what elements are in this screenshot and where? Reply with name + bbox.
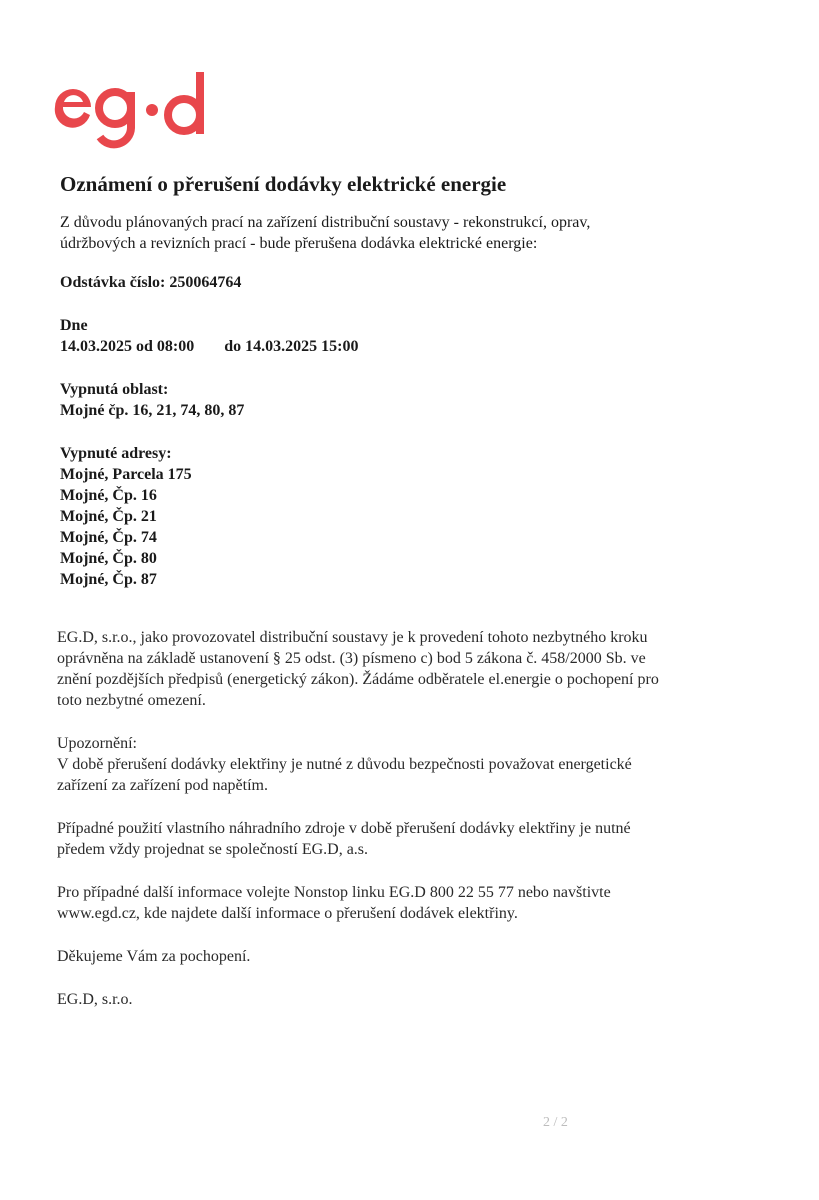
signature: EG.D, s.r.o. [57, 991, 133, 1008]
address-item: Mojné, Čp. 74 [60, 529, 157, 546]
backup-line: předem vždy projednat se společností EG.D, a.s. [57, 841, 369, 858]
info-line: Pro případné další informace volejte Nonstop linku EG.D 800 22 55 77 nebo navštivte [57, 884, 611, 901]
intro-line: údržbových a revizních prací - bude přerušena dodávka elektrické energie: [60, 235, 538, 252]
thanks-line: Děkujeme Vám za pochopení. [57, 948, 251, 965]
date-from: 14.03.2025 od 08:00 [60, 338, 195, 355]
intro-line: Z důvodu plánovaných prací na zařízení distribuční soustavy - rekonstrukcí, oprav, [60, 214, 591, 231]
address-item: Mojné, Čp. 21 [60, 508, 157, 525]
addresses-heading: Vypnuté adresy: [60, 445, 172, 462]
area-value: Mojné čp. 16, 21, 74, 80, 87 [60, 402, 245, 419]
address-item: Mojné, Čp. 80 [60, 550, 157, 567]
date-to: do 14.03.2025 15:00 [224, 338, 359, 355]
legal-line: toto nezbytné omezení. [57, 692, 206, 709]
legal-line: EG.D, s.r.o., jako provozovatel distribuční soustavy je k provedení tohoto nezbytného kroku [57, 629, 648, 646]
page-number: 2 / 2 [543, 1115, 568, 1130]
notice-document [60, 170, 760, 590]
address-item: Mojné, Parcela 175 [60, 466, 192, 483]
area-heading: Vypnutá oblast: [60, 381, 169, 398]
info-line: www.egd.cz, kde najdete další informace o přerušení dodávek elektřiny. [57, 905, 518, 922]
date-range [60, 336, 760, 357]
legal-line: znění pozdějších předpisů (energetický zákon). Žádáme odběratele el.energie o pochopení pro [57, 671, 659, 688]
notice-title: Oznámení o přerušení dodávky elektrické energie [60, 172, 507, 196]
warning-line: V době přerušení dodávky elektřiny je nutné z důvodu bezpečnosti považovat energetické [57, 756, 632, 773]
warning-heading: Upozornění: [57, 735, 137, 752]
address-item: Mojné, Čp. 16 [60, 487, 157, 504]
egd-logo [50, 62, 220, 152]
outage-number: Odstávka číslo: 250064764 [60, 274, 242, 291]
warning-line: zařízení za zařízení pod napětím. [57, 777, 268, 794]
address-item: Mojné, Čp. 87 [60, 571, 157, 588]
date-heading: Dne [60, 317, 88, 334]
backup-line: Případné použití vlastního náhradního zdroje v době přerušení dodávky elektřiny je nutné [57, 820, 631, 837]
notice-body [57, 627, 747, 1010]
legal-line: oprávněna na základě ustanovení § 25 odst. (3) písmeno c) bod 5 zákona č. 458/2000 Sb. ve [57, 650, 646, 667]
